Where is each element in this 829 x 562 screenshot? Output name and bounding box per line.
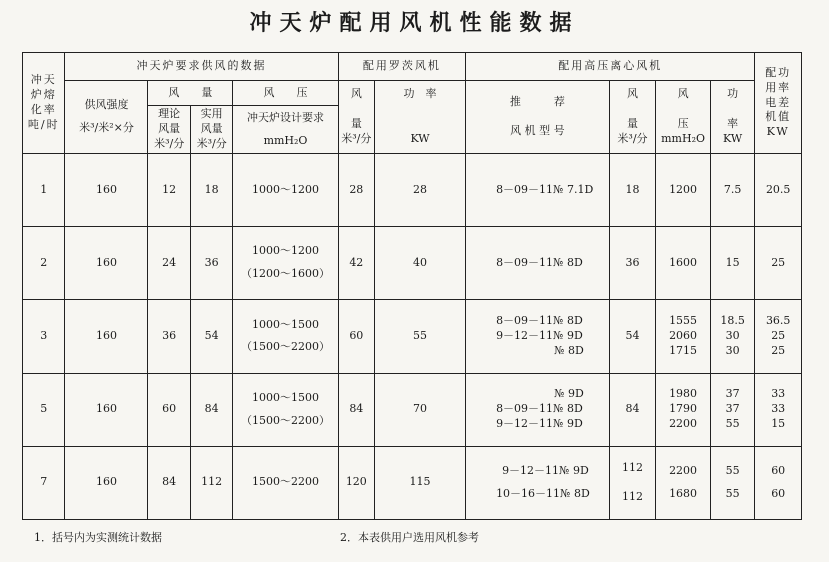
capacity-cell: 7 [23, 446, 65, 519]
actual-volume-label: 实用 风量 [200, 107, 223, 136]
footnote-1: 1．括号内为实测统计数据 [34, 531, 162, 544]
theory-volume-unit: 米³/分 [154, 136, 185, 150]
header-requirement-group: 冲天炉要求供风的数据 [65, 53, 338, 81]
power-diff-cell: 60 60 [755, 446, 802, 519]
intensity-cell: 160 [65, 154, 148, 227]
design-requirement-label: 冲天炉设计要求 [247, 110, 324, 124]
roots-volume-cell: 42 [338, 227, 374, 300]
page-title: 冲天炉配用风机性能数据 [249, 10, 580, 36]
header-roots-volume: 风 量 米³/分 [338, 81, 374, 154]
model-cell: 8－09－11№ 7.1D [466, 154, 610, 227]
capacity-cell: 2 [23, 227, 65, 300]
actual-volume-cell: 112 [190, 446, 232, 519]
table-row [23, 373, 802, 446]
cent-power-cell: 7.5 [710, 154, 755, 227]
actual-volume-cell: 36 [190, 227, 232, 300]
header-air-intensity [65, 81, 148, 154]
header-capacity: 冲天 炉熔 化率 吨/时 [23, 53, 65, 154]
cent-pressure-cell: 1980 1790 2200 [656, 373, 711, 446]
cent-power-cell: 18.5 30 30 [710, 300, 755, 373]
cent-power-cell: 15 [710, 227, 755, 300]
power-diff-cell: 33 33 15 [755, 373, 802, 446]
header-centrifugal-group: 配用高压离心风机 [466, 53, 755, 81]
theory-volume-cell: 36 [148, 300, 190, 373]
roots-power-cell: 55 [375, 300, 466, 373]
header-air-volume: 风 量 [148, 81, 233, 106]
header-cent-power: 功 率 KW [710, 81, 755, 154]
header-roots-group: 配用罗茨风机 [338, 53, 465, 81]
intensity-cell: 160 [65, 373, 148, 446]
header-design-requirement [233, 106, 338, 154]
intensity-cell: 160 [65, 300, 148, 373]
air-intensity-unit: 米³/米²×分 [79, 121, 134, 134]
header-recommended-model: 推 荐 风 机 型 号 [466, 81, 610, 154]
roots-volume-cell: 28 [338, 154, 374, 227]
model-cell: № 9D 8－09－11№ 8D 9－12－11№ 9D [466, 373, 610, 446]
roots-power-cell: 40 [375, 227, 466, 300]
cent-power-cell: 37 37 55 [710, 373, 755, 446]
intensity-cell: 160 [65, 446, 148, 519]
pressure-cell: 1000～1200 [233, 154, 338, 227]
header-roots-power: 功 率 KW [375, 81, 466, 154]
roots-power-cell: 115 [375, 446, 466, 519]
pressure-unit: mmH₂O [263, 133, 308, 147]
theory-volume-cell: 24 [148, 227, 190, 300]
roots-volume-cell: 84 [338, 373, 374, 446]
roots-volume-cell: 60 [338, 300, 374, 373]
cent-volume-cell: 54 [609, 300, 656, 373]
theory-volume-cell: 60 [148, 373, 190, 446]
theory-volume-cell: 12 [148, 154, 190, 227]
cent-volume-cell: 36 [609, 227, 656, 300]
cent-pressure-cell: 2200 1680 [656, 446, 711, 519]
actual-volume-unit: 米³/分 [196, 136, 227, 150]
model-cell: 8－09－11№ 8D 9－12－11№ 9D № 8D [466, 300, 610, 373]
table-row [23, 446, 802, 519]
header-air-pressure: 风 压 [233, 81, 338, 106]
cent-pressure-cell: 1600 [656, 227, 711, 300]
pressure-cell: 1000～1500 （1500～2200） [233, 300, 338, 373]
header-power-diff: 配功 用率 电差 机值 KW [755, 53, 802, 154]
cent-pressure-cell: 1200 [656, 154, 711, 227]
header-theory-volume [148, 106, 190, 154]
model-cell: 8－09－11№ 8D [466, 227, 610, 300]
table-row [23, 300, 802, 373]
pressure-cell: 1000～1200 （1200～1600） [233, 227, 338, 300]
pressure-cell: 1500～2200 [233, 446, 338, 519]
cent-volume-cell: 112 112 [609, 446, 656, 519]
theory-volume-label: 理论 风量 [158, 107, 181, 136]
power-diff-cell: 25 [755, 227, 802, 300]
air-intensity-label: 供风强度 [84, 98, 129, 112]
cent-volume-cell: 18 [609, 154, 656, 227]
cent-power-cell: 55 55 [710, 446, 755, 519]
intensity-cell: 160 [65, 227, 148, 300]
fan-performance-table [22, 52, 802, 520]
roots-power-cell: 70 [375, 373, 466, 446]
footnote-2: 2．本表供用户选用风机参考 [340, 531, 479, 544]
model-cell: 9－12－11№ 9D 10－16－11№ 8D [466, 446, 610, 519]
table-row [23, 227, 802, 300]
table-row [23, 154, 802, 227]
header-cent-volume: 风 量 米³/分 [609, 81, 656, 154]
power-diff-cell: 36.5 25 25 [755, 300, 802, 373]
roots-power-cell: 28 [375, 154, 466, 227]
actual-volume-cell: 54 [190, 300, 232, 373]
pressure-cell: 1000～1500 （1500～2200） [233, 373, 338, 446]
capacity-cell: 5 [23, 373, 65, 446]
header-cent-pressure: 风 压 mmH₂O [656, 81, 711, 154]
cent-volume-cell: 84 [609, 373, 656, 446]
roots-volume-cell: 120 [338, 446, 374, 519]
actual-volume-cell: 18 [190, 154, 232, 227]
capacity-cell: 3 [23, 300, 65, 373]
capacity-cell: 1 [23, 154, 65, 227]
header-actual-volume [190, 106, 232, 154]
cent-pressure-cell: 1555 2060 1715 [656, 300, 711, 373]
actual-volume-cell: 84 [190, 373, 232, 446]
power-diff-cell: 20.5 [755, 154, 802, 227]
theory-volume-cell: 84 [148, 446, 190, 519]
